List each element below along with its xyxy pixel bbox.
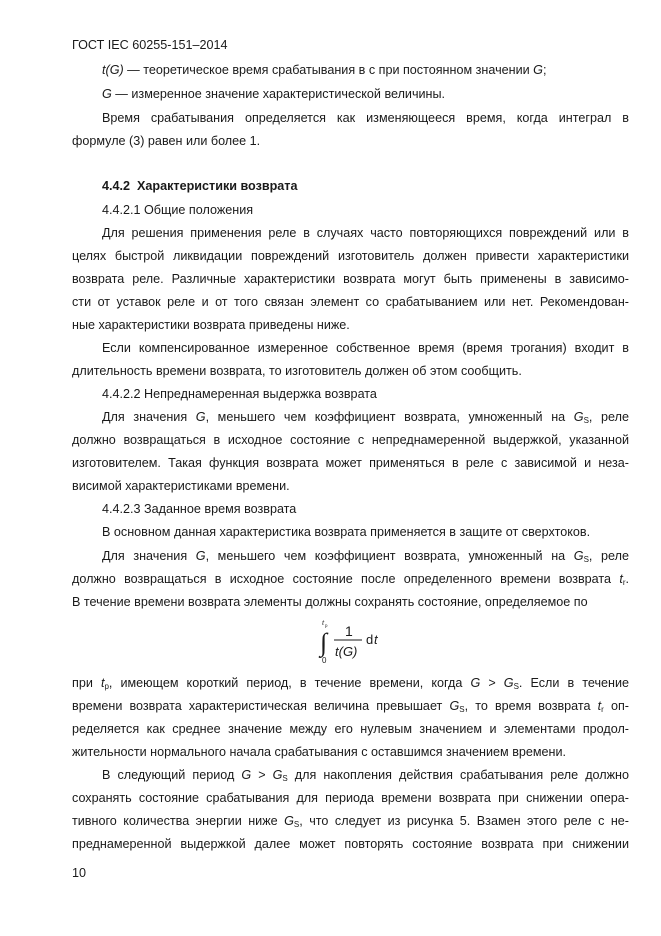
paragraph-line: преднамеренной выдержкой далее может повторять состояние возврата при снижении [72, 837, 629, 851]
paragraph-line: времени возврата характеристическая величина превышает $G_S$, то время возврата $t_r$ оп- [72, 699, 629, 714]
paragraph-line: Для значения G, меньшего чем коэффициент возврата, умноженный на $G_S$, реле [102, 410, 629, 425]
paragraph-line: Для решения применения реле в случаях часто повторяющихся повреждений или в [102, 226, 629, 240]
paragraph-line: В основном данная характеристика возврата применяется в защите от сверхтоков. [102, 525, 591, 539]
paragraph-line: должно возвращаться в исходное состояние после определенного времени возврата $t_r$. [72, 572, 629, 587]
document-header: ГОСТ IEC 60255-151–2014 [72, 38, 228, 52]
paragraph-line: ределяется как среднее значение между его нулевым значением и элементами продол- [72, 722, 629, 736]
paragraph-line: должно возвращаться в исходное состояние с непреднамеренной выдержкой, указанной [72, 433, 629, 447]
paragraph-line: длительность времени возврата, то изготовитель должен об этом сообщить. [72, 364, 522, 378]
paragraph-line: целях быстрой ликвидации повреждений изготовитель должен привести характеристики [72, 249, 629, 263]
symbol-tG: t(G) [102, 63, 124, 77]
paragraph-operate-time-line: Время срабатывания определяется как изменяющееся время, когда интеграл в [102, 111, 629, 125]
integral-upper-limit: t [322, 618, 325, 627]
integral-lower-limit: 0 [322, 656, 327, 665]
section-heading: 4.4.2 Характеристики возврата [102, 179, 298, 193]
symbol-G: G [102, 87, 112, 101]
paragraph-line: ные характеристики возврата приведены ниже. [72, 318, 350, 332]
differential-d: d [366, 632, 374, 647]
paragraph-line: сохранять состояние срабатывания для периода времени возврата при снижении опера- [72, 791, 629, 805]
fraction-denominator: t(G) [335, 644, 358, 659]
subsection-title-4-4-2-2: 4.4.2.2 Непреднамеренная выдержка возврата [102, 387, 377, 401]
subsection-title-4-4-2-3: 4.4.2.3 Заданное время возврата [102, 502, 297, 516]
paragraph-line: тивного количества энергии ниже $G_S$, что следует из рисунка 5. Взамен этого реле с не- [72, 814, 629, 829]
subsection-title-4-4-2-1: 4.4.2.1 Общие положения [102, 203, 254, 217]
paragraph-line: при $t_p$, имеющем короткий период, в течение времени, когда $G > G_S$. Если в течение [72, 676, 630, 691]
definition-G: G — измеренное значение характеристической величины. [102, 87, 446, 101]
paragraph-operate-time-line: формуле (3) равен или более 1. [72, 134, 261, 148]
differential-var: t [374, 632, 378, 647]
paragraph-line: жительности нормального начала срабатывания с оставшимся значением времени. [72, 745, 567, 759]
integral-formula [318, 616, 408, 666]
paragraph-line: возврата реле. Различные характеристики возврата могут быть применены в зависимо- [72, 272, 629, 286]
fraction-numerator: 1 [345, 623, 353, 639]
integral-sign: ∫ [320, 628, 328, 657]
paragraph-line: висимой характеристиками времени. [72, 479, 290, 493]
page-number: 10 [72, 866, 87, 880]
integral-upper-limit-subscript: p [325, 624, 328, 629]
definition-tG: t(G) — теоретическое время срабатывания в с при постоянном значении G; [102, 63, 547, 77]
paragraph-line: сти от уставок реле и от того связан элемент со срабатыванием или нет. Рекомендован- [72, 295, 629, 309]
paragraph-line: изготовителем. Такая функция возврата может применяться в реле с зависимой и неза- [72, 456, 629, 470]
paragraph-line: Если компенсированное измеренное собственное время (время трогания) входит в [102, 341, 629, 355]
paragraph-line: Для значения G, меньшего чем коэффициент возврата, умноженный на $G_S$, реле [102, 549, 629, 564]
paragraph-line: В течение времени возврата элементы должны сохранять состояние, определяемое по [72, 595, 588, 609]
paragraph-line: В следующий период $G > G_S$ для накопления действия срабатывания реле должно [102, 768, 629, 783]
